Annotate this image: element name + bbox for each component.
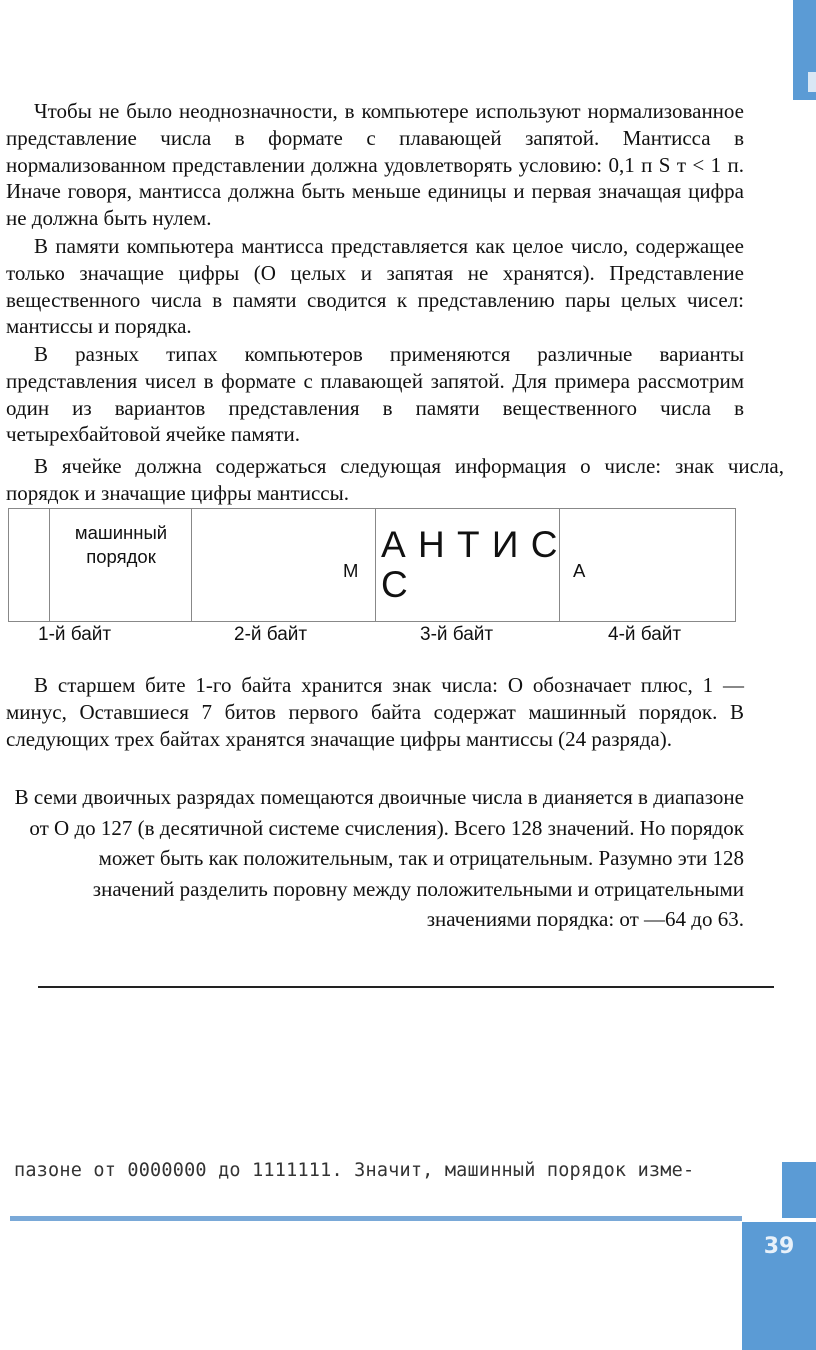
table-divider [191, 509, 192, 621]
byte-label-3: 3-й байт [420, 624, 494, 645]
side-tab-notch [808, 72, 816, 92]
mantissa-letters: А Н Т И С С [381, 524, 559, 605]
side-tab-bottom [782, 1162, 816, 1218]
footer-text: пазоне от 0000000 до 1111111. Значит, машинный порядок изме- [14, 1160, 695, 1181]
blue-footer-line [10, 1216, 742, 1221]
page-number: 39 [763, 1234, 795, 1259]
mantissa-letter-m: М [343, 560, 359, 581]
table-divider [49, 509, 50, 621]
paragraph-1: Чтобы не было неоднозначности, в компьютере используют нормализованное представление числа в формате с плавающей запятой. Мантисса в нормализованном представлении должна удовлетворять условию: 0,1 п S т < 1 п. Иначе говоря, мантисса должна быть меньше единицы и первая значащая цифра не должна быть нулем. [6, 99, 744, 231]
paragraph-4: В ячейке должна содержаться следующая информация о числе: знак числа, порядок и значащие цифры мантиссы. [6, 454, 784, 505]
order-label: машинный порядок [74, 522, 168, 567]
byte-label-4: 4-й байт [608, 624, 682, 645]
paragraph-5: В старшем бите 1-го байта хранится знак числа: О обозначает плюс, 1 — минус, Оставшиеся 7 битов первого байта содержат машинный порядок. В следующих трех байтах хранятся значащие цифры мантиссы (24 разряда). [6, 673, 744, 751]
paragraph-3: В разных типах компьютеров применяются различные варианты представления чисел в формате с плавающей запятой. Для примера рассмотрим один из вариантов представления в памяти вещественного числа в четырехбайтовой ячейке памяти. [6, 342, 744, 447]
mantissa-letter-a: А [573, 560, 586, 581]
horizontal-rule [38, 986, 774, 988]
paragraph-2: В памяти компьютера мантисса представляется как целое число, содержащее только значащие цифры (О целых и запятая не хранятся). Представление вещественного числа в памяти сводится к представлению пары целых чисел: мантиссы и порядка. [6, 234, 744, 339]
table-divider [375, 509, 376, 621]
byte-label-2: 2-й байт [234, 624, 308, 645]
byte-label-1: 1-й байт [38, 624, 112, 645]
side-tab-top [793, 0, 816, 100]
paragraph-6: В семи двоичных разрядах помещаются двоичные числа в дианяется в диапазоне от О до 127 (в десятичной системе счисления). Всего 128 значений. Но порядок может быть как положительным, так и отрицательным. Разумно эти 128 значений разделить поровну между положительными и отрицательными значениями порядка: от —64 до 63. [14, 785, 744, 931]
byte-table [8, 508, 736, 622]
